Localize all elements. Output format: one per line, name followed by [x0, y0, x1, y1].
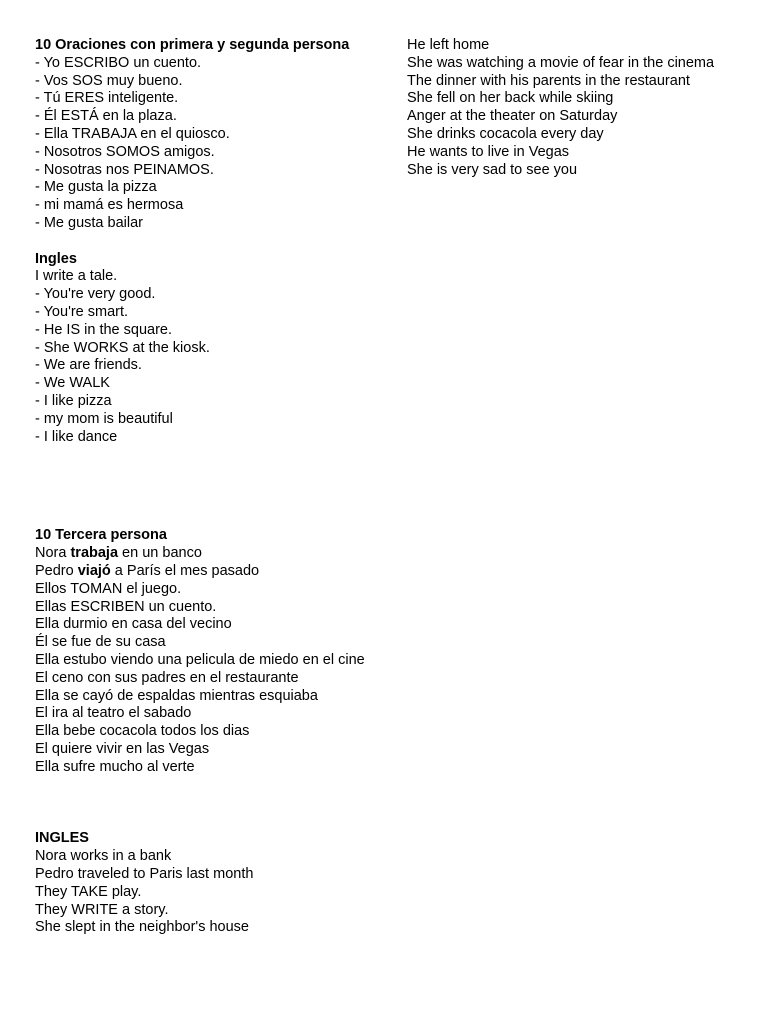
list-item: Ella sufre mucho al verte — [35, 758, 195, 775]
list-item: - Nosotras nos PEINAMOS. — [35, 161, 214, 178]
right-column — [407, 37, 747, 179]
section-heading-ingles: Ingles — [35, 250, 77, 267]
list-item: - my mom is beautiful — [35, 410, 173, 427]
list-item: - Nosotros SOMOS amigos. — [35, 143, 215, 160]
list-item: - We WALK — [35, 375, 110, 392]
list-item: He left home — [407, 37, 490, 53]
text-run: en un banco — [118, 545, 202, 562]
section-heading-tercera-persona: 10 Tercera persona — [35, 527, 167, 544]
bold-verb: trabaja — [70, 545, 119, 562]
list-item: She slept in the neighbor's house — [35, 919, 249, 936]
text-run: Pedro — [35, 562, 78, 579]
list-item: - He IS in the square. — [35, 321, 173, 338]
left-column — [35, 37, 365, 937]
list-item: Anger at the theater on Saturday — [407, 108, 618, 125]
list-item — [35, 545, 365, 563]
list-item: They TAKE play. — [35, 883, 142, 900]
list-item: She is very sad to see you — [407, 161, 578, 178]
list-item: Pedro traveled to Paris last month — [35, 866, 254, 883]
list-item: Nora works in a bank — [35, 848, 172, 865]
list-item: She fell on her back while skiing — [407, 90, 614, 107]
list-item: Ellos TOMAN el juego. — [35, 580, 182, 597]
list-item: The dinner with his parents in the restaurant — [407, 72, 690, 89]
list-item: - You're very good. — [35, 286, 156, 303]
list-item: Ella bebe cocacola todos los dias — [35, 723, 250, 740]
list-item: - Vos SOS muy bueno. — [35, 72, 183, 89]
list-item: Ella durmio en casa del vecino — [35, 616, 232, 633]
list-item: I write a tale. — [35, 268, 118, 285]
list-item: She was watching a movie of fear in the cinema — [407, 54, 715, 71]
list-item: - I like dance — [35, 428, 118, 445]
list-item: - Él ESTÁ en la plaza. — [35, 108, 177, 125]
list-item: They WRITE a story. — [35, 901, 169, 918]
list-item: - I like pizza — [35, 392, 112, 409]
list-item: Él se fue de su casa — [35, 634, 166, 651]
list-item: She drinks cocacola every day — [407, 125, 604, 142]
list-item: Ella se cayó de espaldas mientras esquiaba — [35, 687, 318, 704]
list-item — [35, 563, 365, 581]
list-item: - She WORKS at the kiosk. — [35, 339, 210, 356]
list-item: - Ella TRABAJA en el quiosco. — [35, 125, 230, 142]
list-item: - Me gusta bailar — [35, 214, 143, 231]
list-item: - You're smart. — [35, 303, 129, 320]
list-item: He wants to live in Vegas — [407, 143, 570, 160]
section-heading-primera-segunda: 10 Oraciones con primera y segunda persona — [35, 37, 350, 53]
list-item: - Tú ERES inteligente. — [35, 90, 179, 107]
section-heading-ingles-upper: INGLES — [35, 830, 89, 847]
list-item: Ella estubo viendo una pelicula de miedo en el cine — [35, 651, 365, 668]
list-item: El ira al teatro el sabado — [35, 705, 192, 722]
list-item: - mi mamá es hermosa — [35, 197, 184, 214]
list-item: El quiere vivir en las Vegas — [35, 740, 210, 757]
list-item: Ellas ESCRIBEN un cuento. — [35, 598, 217, 615]
text-run: Nora — [35, 545, 71, 562]
bold-verb: viajó — [77, 562, 111, 579]
list-item: El ceno con sus padres en el restaurante — [35, 669, 299, 686]
list-item: - Me gusta la pizza — [35, 179, 157, 196]
list-item: - We are friends. — [35, 357, 142, 374]
list-item: - Yo ESCRIBO un cuento. — [35, 54, 202, 71]
text-run: a París el mes pasado — [110, 562, 260, 579]
